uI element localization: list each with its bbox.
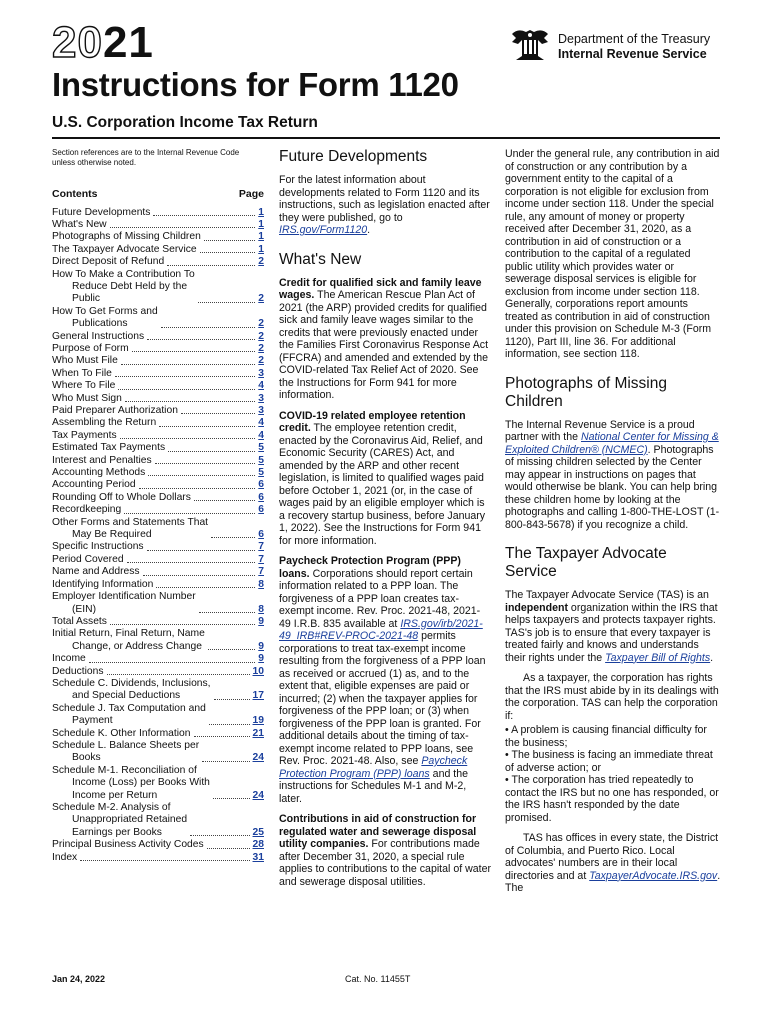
toc-leader-dots — [147, 550, 256, 551]
toc-page-link[interactable]: 9 — [258, 653, 264, 665]
toc-leader-dots — [194, 736, 250, 737]
tas-bullet-item: • A problem is causing financial difficulty for the business; — [505, 724, 707, 749]
toc-entry[interactable] — [52, 306, 264, 331]
toc-entry-label: General Instructions — [52, 330, 145, 342]
toc-entry[interactable] — [52, 517, 264, 542]
toc-page-link[interactable]: 4 — [258, 380, 264, 392]
toc-page-link[interactable]: 2 — [258, 256, 264, 268]
missing-children-text: The Internal Revenue Service is a proud partner with the National Center for Missing & Exploited Children® (NCMEC). Photographs of missing children selected by the Center may appear in instructions on pages that would otherwise be blank. You can help bring these children home by looking at the photographs and calling 1-800-THE-LOST (1-800-843-5678) if you recognize a child. — [505, 418, 720, 531]
bullet-icon: • — [505, 749, 512, 761]
toc-entry[interactable] — [52, 455, 264, 467]
toc-leader-dots — [120, 438, 256, 439]
toc-page-link[interactable]: 9 — [258, 615, 264, 627]
tas-bullet-item: • The business is facing an immediate threat of adverse action; or — [505, 749, 713, 774]
toc-leader-dots — [153, 215, 255, 216]
rev-proc-link[interactable]: IRS.gov/irb/2021-49_IRB#REV-PROC-2021-48 — [279, 617, 483, 642]
toc-entry-label: Identifying Information — [52, 578, 154, 590]
toc-leader-dots — [211, 537, 255, 538]
toc-leader-dots — [89, 662, 255, 663]
toc-page-link[interactable]: 7 — [258, 566, 264, 578]
toc-entry[interactable] — [52, 740, 264, 765]
taxpayer-advocate-heading: The Taxpayer Advocate Service — [505, 545, 667, 580]
toc-page-link[interactable]: 5 — [258, 467, 264, 479]
toc-page-link[interactable]: 25 — [252, 826, 264, 838]
tas-bullet-list — [505, 724, 721, 824]
contents-list — [52, 207, 264, 865]
toc-leader-dots — [208, 649, 255, 650]
toc-entry-label: Other Forms and Statements That May Be Required — [52, 516, 209, 541]
toc-entry-label: Index — [52, 851, 78, 863]
toc-leader-dots — [118, 389, 255, 390]
toc-leader-dots — [110, 227, 256, 228]
toc-entry[interactable] — [52, 728, 264, 740]
toc-page-link[interactable]: 21 — [252, 727, 264, 739]
toc-leader-dots — [198, 302, 256, 303]
toc-entry-label: Schedule C. Dividends, Inclusions, and Special Deductions — [52, 677, 211, 702]
toc-leader-dots — [200, 252, 256, 253]
form-year: 2021 — [52, 18, 154, 67]
toc-entry[interactable] — [52, 467, 264, 479]
toc-page-link[interactable]: 2 — [258, 355, 264, 367]
toc-leader-dots — [194, 500, 255, 501]
toc-entry[interactable] — [52, 616, 264, 628]
toc-leader-dots — [202, 761, 249, 762]
toc-entry-label: Who Must Sign — [52, 392, 122, 404]
toc-page-link[interactable]: 24 — [252, 789, 264, 801]
whats-new-heading: What's New — [279, 250, 362, 268]
tas-offices-paragraph: TAS has offices in every state, the District of Columbia, and Puerto Rico. Local advocates' numbers are in their local directories and at TaxpayerAdvocate.IRS.gov. The — [505, 832, 721, 894]
toc-page-link[interactable]: 7 — [258, 553, 264, 565]
toc-page-link[interactable]: 2 — [258, 342, 264, 354]
toc-entry[interactable] — [52, 442, 264, 454]
toc-entry-label: Photographs of Missing Children — [52, 231, 201, 243]
toc-entry[interactable] — [52, 380, 264, 392]
toc-page-link[interactable]: 4 — [258, 417, 264, 429]
toc-leader-dots — [199, 612, 256, 613]
toc-entry-label: How To Make a Contribution To Reduce Debt Held by the Public — [52, 268, 195, 305]
toc-entry[interactable] — [52, 802, 264, 839]
toc-entry-label: Principal Business Activity Codes — [52, 839, 204, 851]
toc-leader-dots — [204, 240, 255, 241]
right-column — [505, 148, 721, 903]
toc-entry[interactable] — [52, 256, 264, 268]
irs-eagle-logo-icon — [508, 26, 552, 64]
toc-page-link[interactable]: 6 — [258, 479, 264, 491]
toc-leader-dots — [107, 674, 250, 675]
toc-entry-label: Who Must File — [52, 355, 118, 367]
toc-page-link[interactable]: 6 — [258, 504, 264, 516]
toc-entry[interactable] — [52, 219, 264, 231]
toc-page-link[interactable]: 10 — [252, 665, 264, 677]
bill-of-rights-link[interactable]: Taxpayer Bill of Rights — [605, 651, 711, 664]
toc-entry-label: Recordkeeping — [52, 504, 122, 516]
toc-entry[interactable] — [52, 554, 264, 566]
toc-entry[interactable] — [52, 244, 264, 256]
toc-page-link[interactable]: 8 — [258, 603, 264, 615]
toc-entry[interactable] — [52, 331, 264, 343]
toc-page-link[interactable]: 31 — [252, 851, 264, 863]
document-title: Instructions for Form 1120 — [52, 66, 459, 103]
toc-page-link[interactable]: 3 — [258, 392, 264, 404]
toc-leader-dots — [167, 265, 255, 266]
toc-entry-label: Direct Deposit of Refund — [52, 256, 165, 268]
toc-page-link[interactable]: 9 — [258, 640, 264, 652]
contents-column — [52, 148, 264, 864]
toc-entry[interactable] — [52, 393, 264, 405]
toc-leader-dots — [156, 587, 255, 588]
toc-page-link[interactable]: 24 — [252, 752, 264, 764]
toc-page-link[interactable]: 1 — [258, 243, 264, 255]
toc-entry-label: Accounting Methods — [52, 467, 146, 479]
toc-entry[interactable] — [52, 839, 264, 851]
toc-entry-label: When To File — [52, 367, 112, 379]
toc-entry[interactable] — [52, 343, 264, 355]
toc-leader-dots — [207, 848, 250, 849]
bullet-icon: • — [505, 774, 512, 786]
toc-page-link[interactable]: 6 — [258, 529, 264, 541]
toc-entry-label: Where To File — [52, 380, 116, 392]
toc-entry[interactable] — [52, 591, 264, 616]
toc-entry[interactable] — [52, 579, 264, 591]
toc-entry-label: Accounting Period — [52, 479, 136, 491]
toc-page-link[interactable]: 2 — [258, 293, 264, 305]
toc-leader-dots — [139, 488, 256, 489]
toc-page-link[interactable]: 1 — [258, 206, 264, 218]
toc-entry-label: Future Developments — [52, 206, 151, 218]
toc-leader-dots — [190, 835, 249, 836]
future-developments-heading: Future Developments — [279, 148, 428, 165]
missing-children-heading: Photographs of Missing Children — [505, 374, 667, 410]
toc-leader-dots — [125, 401, 255, 402]
toc-leader-dots — [132, 351, 256, 352]
toc-entry[interactable] — [52, 231, 264, 243]
toc-entry[interactable] — [52, 566, 264, 578]
toc-entry[interactable] — [52, 765, 264, 802]
toc-entry[interactable] — [52, 492, 264, 504]
toc-leader-dots — [143, 575, 256, 576]
toc-entry[interactable] — [52, 653, 264, 665]
ncmec-link[interactable]: National Center for Missing & Exploited Children® (NCMEC) — [505, 431, 719, 456]
toc-leader-dots — [110, 624, 255, 625]
catalog-number: Cat. No. 11455T — [345, 974, 411, 984]
toc-entry-label: What's New — [52, 218, 107, 230]
toc-entry-label: Paid Preparer Authorization — [52, 405, 178, 416]
toc-page-link[interactable]: 19 — [252, 715, 264, 727]
toc-entry[interactable] — [52, 852, 264, 864]
toc-entry-label: Name and Address — [52, 566, 140, 578]
toc-entry[interactable] — [52, 417, 264, 429]
tas-intro-paragraph: The Taxpayer Advocate Service (TAS) is an independent organization within the IRS that helps taxpayers and protects taxpayer rights. TAS's job is to ensure that every taxpayer is treated fairly and knows and understands their rights under the Taxpayer Bill of Rights. — [505, 589, 718, 664]
toc-leader-dots — [214, 699, 250, 700]
toc-page-link[interactable]: 3 — [258, 405, 264, 416]
toc-entry[interactable] — [52, 541, 264, 553]
toc-entry-label: Schedule M-2. Analysis of Unappropriated Retained Earnings per Books — [52, 802, 188, 838]
ppp-loans-link[interactable]: Paycheck Protection Program (PPP) loans — [279, 755, 468, 780]
toc-entry-label: Estimated Tax Payments — [52, 442, 166, 454]
middle-column — [279, 148, 491, 896]
toc-leader-dots — [159, 426, 255, 427]
toc-entry[interactable] — [52, 628, 264, 653]
toc-entry-label: Rounding Off to Whole Dollars — [52, 491, 191, 503]
toc-entry[interactable] — [52, 405, 264, 417]
tas-rights-paragraph: As a taxpayer, the corporation has rights that the IRS must abide by in its dealings with the corporation. TAS can help the corporation if: — [505, 672, 719, 722]
toc-page-link[interactable]: 17 — [252, 690, 264, 702]
toc-leader-dots — [115, 376, 255, 377]
toc-page-link[interactable]: 4 — [258, 429, 264, 441]
toc-leader-dots — [209, 724, 250, 725]
toc-entry-label: Tax Payments — [52, 429, 117, 441]
toc-page-link[interactable]: 8 — [258, 578, 264, 590]
toc-page-link[interactable]: 5 — [258, 454, 264, 466]
toc-entry-label: Schedule L. Balance Sheets per Books — [52, 739, 200, 764]
general-rule-paragraph: Under the general rule, any contribution in aid of construction or any contribution by a government entity to the capital of a corporation is not eligible for exclusion from income under section 118. Under the special rule, any amount of money or property received after December 31, 2020, as a contribution in aid of construction or a contribution to the capital of a regulated public utility which provides water or sewerage disposal services is eligible for exclusion from income under section 118. Generally, corporations report amounts treated as contribution in aid of construction under this provision on Schedule M-3 (Form 1120), Part III, line 36. For additional information, see section 118. — [505, 148, 720, 360]
toc-entry[interactable] — [52, 666, 264, 678]
toc-entry-label: Employer Identification Number (EIN) — [52, 591, 196, 615]
toc-page-link[interactable]: 5 — [258, 442, 264, 454]
toc-leader-dots — [213, 798, 250, 799]
toc-leader-dots — [121, 364, 255, 365]
toc-page-link[interactable]: 1 — [258, 231, 264, 243]
toc-page-link[interactable]: 1 — [258, 218, 264, 230]
toc-page-link[interactable]: 6 — [258, 491, 264, 503]
toc-entry-label: Specific Instructions — [52, 541, 144, 553]
toc-entry[interactable] — [52, 504, 264, 516]
toc-leader-dots — [127, 562, 256, 563]
contents-header: Contents Page — [52, 188, 264, 200]
toc-entry[interactable] — [52, 368, 264, 380]
toc-entry-label: Interest and Penalties — [52, 454, 152, 466]
department-label: Department of the Treasury Internal Revenue Service — [558, 32, 711, 61]
toc-entry[interactable] — [52, 703, 264, 728]
toc-page-link[interactable]: 3 — [258, 367, 264, 379]
toc-page-link[interactable]: 2 — [258, 330, 264, 342]
taxpayer-advocate-link[interactable]: TaxpayerAdvocate.IRS.gov — [589, 869, 718, 882]
revision-date: Jan 24, 2022 — [52, 974, 106, 984]
toc-leader-dots — [155, 463, 256, 464]
toc-entry-label: Income — [52, 653, 86, 665]
toc-entry-label: Schedule J. Tax Computation and Payment — [52, 702, 206, 727]
form1120-link[interactable]: IRS.gov/Form1120 — [279, 224, 368, 236]
section-reference-note: Section references are to the Internal Revenue Code unless otherwise noted. — [52, 148, 240, 167]
toc-entry-label: The Taxpayer Advocate Service — [52, 243, 197, 255]
toc-leader-dots — [80, 860, 249, 861]
toc-entry-label: Purpose of Form — [52, 342, 129, 354]
employee-retention-paragraph: COVID-19 related employee retention credit. The employee retention credit, enacted by the Coronavirus Aid, Relief, and Economic Security (CARES) Act, and amended by the ARP and other recent legislation, is limited to qualified wages paid before October 1, 2021 (or, in the case of wages paid by an eligible employer which is a recovery startup business, before January 1, 2022). See the Instructions for Form 941 for more information. — [279, 409, 486, 547]
header-rule — [52, 137, 720, 139]
bullet-icon: • — [505, 724, 512, 736]
toc-entry-label: Deductions — [52, 665, 104, 677]
toc-entry-label: Assembling the Return — [52, 417, 157, 429]
toc-entry-label: How To Get Forms and Publications — [52, 305, 158, 330]
toc-entry[interactable] — [52, 430, 264, 442]
toc-leader-dots — [124, 513, 255, 514]
contributions-paragraph: Contributions in aid of construction for regulated water and sewerage disposal utility companies. For contributions made after December 31, 2020, a special rule applies to contributions to the capital of water and sewerage disposal utilities. — [279, 813, 491, 888]
toc-entry-label: Initial Return, Final Return, Name Change, or Address Change — [52, 628, 205, 652]
toc-entry[interactable] — [52, 355, 264, 367]
toc-page-link[interactable]: 2 — [258, 318, 264, 330]
sick-leave-credit-paragraph: Credit for qualified sick and family leave wages. The American Rescue Plan Act of 2021 (the ARP) provided credits for qualified sick and family leave wages similar to the credits that were previously enacted under the Families First Coronavirus Response Act (FFCRA) and amended and extended by the COVID-related Tax Relief Act of 2020. See the Instructions for Form 941 for more information. — [279, 276, 489, 401]
tas-bullet-item: • The corporation has tried repeatedly to contact the IRS but no one has responded, or the IRS hasn't responded by the date promised. — [505, 774, 719, 824]
toc-leader-dots — [148, 475, 255, 476]
document-subtitle: U.S. Corporation Income Tax Return — [52, 114, 318, 131]
toc-entry-label: Total Assets — [52, 615, 107, 627]
toc-entry[interactable] — [52, 269, 264, 306]
toc-entry-label: Schedule K. Other Information — [52, 727, 191, 739]
toc-entry[interactable] — [52, 207, 264, 219]
ppp-loans-paragraph: Paycheck Protection Program (PPP) loans. Corporations should report certain information related to a PPP loan. The forgiveness of a PPP loan creates tax-exempt income. Rev. Proc. 2021-48, 2021-49 I.R.B. 835 available at IRS.gov/irb/2021-49_IRB#REV-PROC-2021-48 permits corporations to treat tax-exempt income resulting from the forgiveness of a PPP loan as received or accrued (1) as, and to the extent that, eligible expenses are paid or incurred; (2) when the taxpayer applies for forgiveness of the PPP loan; or (3) when forgiveness of the PPP loan is granted. For additional details about the timing of tax-exempt income related to PPP loans, see Rev. Proc. 2021-48. Also, see Paycheck Protection Program (PPP) loans and the instructions for Schedules M-1 and M-2, later. — [279, 555, 486, 805]
toc-entry[interactable] — [52, 479, 264, 491]
toc-entry-label: Period Covered — [52, 553, 124, 565]
toc-leader-dots — [168, 451, 255, 452]
toc-leader-dots — [161, 327, 256, 328]
toc-page-link[interactable]: 7 — [258, 541, 264, 553]
toc-entry-label: Schedule M-1. Reconciliation of Income (Loss) per Books With Income per Return — [52, 764, 210, 801]
toc-leader-dots — [147, 339, 255, 340]
toc-page-link[interactable]: 28 — [252, 839, 264, 851]
toc-entry[interactable] — [52, 678, 264, 703]
future-developments-text: For the latest information about developments related to Form 1120 and its instructions, such as legislation enacted after they were published, go to IRS.gov/Form1120. — [279, 174, 490, 236]
toc-leader-dots — [181, 413, 255, 414]
